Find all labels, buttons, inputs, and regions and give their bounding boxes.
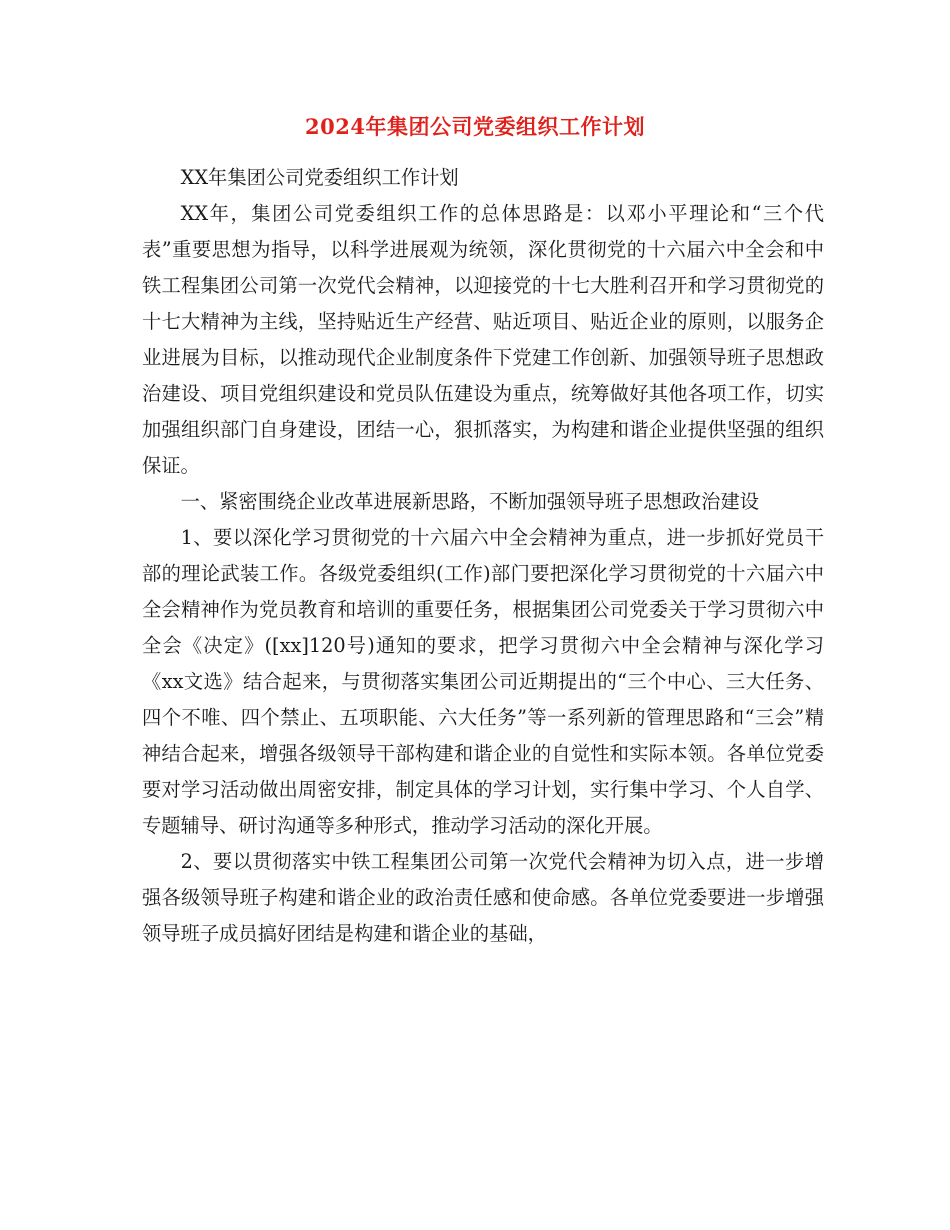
paragraph-subtitle: XX年集团公司党委组织工作计划 xyxy=(180,166,459,189)
paragraph-overview: XX年，集团公司党委组织工作的总体思路是：以邓小平理论和“三个代表”重要思想为指导，以科学进展观为统领，深化贯彻党的十六届六中全会和中铁工程集团公司第一次党代会精神，以迎接党的十七大胜利召开和学习贯彻党的十七大精神为主线，坚持贴近生产经营、贴近项目、贴近企业的原则，以服务企业进展为目标，以推动现代企业制度条件下党建工作创新、加强领导班子思想政治建设、项目党组织建设和党员队伍建设为重点，统筹做好其他各项工作，切实加强组织部门自身建设，团结一心，狠抓落实，为构建和谐企业提供坚强的组织保证。 xyxy=(142,202,824,477)
paragraph-item-1: 1、要以深化学习贯彻党的十六届六中全会精神为重点，进一步抓好党员干部的理论武装工作。各级党委组织(工作)部门要把深化学习贯彻党的十六届六中全会精神作为党员教育和培训的重要任务，根据集团公司党委关于学习贯彻六中全会《决定》([xx]120号)通知的要求，把学习贯彻六中全会精神与深化学习《xx文选》结合起来，与贯彻落实集团公司近期提出的“三个中心、三大任务、四个不唯、四个禁止、五项职能、六大任务”等一系列新的管理思路和“三会”精神结合起来，增强各级领导干部构建和谐企业的自觉性和实际本领。各单位党委要对学习活动做出周密安排，制定具体的学习计划，实行集中学习、个人自学、专题辅导、研讨沟通等多种形式，推动学习活动的深化开展。 xyxy=(142,526,824,837)
paragraph-item-2: 2、要以贯彻落实中铁工程集团公司第一次党代会精神为切入点，进一步增强各级领导班子构建和谐企业的政治责任感和使命感。各单位党委要进一步增强领导班子成员搞好团结是构建和谐企业的基础， xyxy=(142,850,824,945)
document-title: 2024年集团公司党委组织工作计划 xyxy=(305,114,645,139)
document-body xyxy=(142,160,824,952)
paragraph-section-heading: 一、紧密围绕企业改革进展新思路，不断加强领导班子思想政治建设 xyxy=(180,490,760,513)
